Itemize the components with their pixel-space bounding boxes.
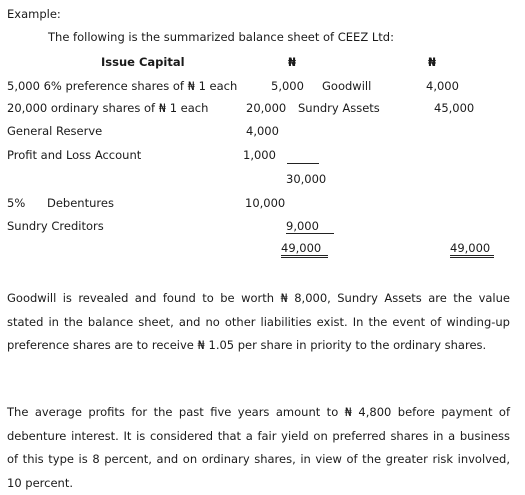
debentures-amount: 10,000	[245, 196, 286, 210]
preference-shares-label: 5,000 6% preference shares of ₦ 1 each	[7, 79, 238, 93]
intro-text: The following is the summarized balance sheet of CEEZ Ltd:	[48, 30, 394, 44]
subtotal-amount: 30,000	[286, 172, 327, 186]
goodwill-amount: 4,000	[426, 79, 459, 93]
naira-header-right: ₦	[428, 55, 437, 69]
profit-loss-amount: 1,000	[243, 148, 276, 162]
paragraph-profits: The average profits for the past five years amount to ₦ 4,800 before payment of debenture interest. It is considered that a fair yield on preferred shares in a business of this type is 8 percent, and on ordinary shares, in view of the greater risk involved, 10 percent.	[7, 405, 510, 490]
goodwill-label: Goodwill	[322, 79, 372, 93]
ordinary-shares-amount: 20,000	[246, 101, 287, 115]
example-heading: Example:	[7, 7, 61, 21]
debentures-percent: 5%	[7, 196, 26, 210]
sundry-assets-label: Sundry Assets	[298, 101, 380, 115]
sundry-creditors-label: Sundry Creditors	[7, 219, 104, 233]
ordinary-shares-label: 20,000 ordinary shares of ₦ 1 each	[7, 101, 209, 115]
general-reserve-amount: 4,000	[246, 124, 279, 138]
total-assets: 49,000	[450, 241, 494, 258]
sundry-assets-amount: 45,000	[434, 101, 475, 115]
preference-shares-amount: 5,000	[271, 79, 304, 93]
sundry-creditors-amount: 9,000	[286, 219, 334, 234]
general-reserve-label: General Reserve	[7, 124, 103, 138]
subtotal-rule	[287, 163, 319, 164]
naira-header-left: ₦	[288, 55, 297, 69]
total-liabilities: 49,000	[281, 241, 328, 258]
issue-capital-header: Issue Capital	[101, 55, 185, 69]
debentures-label: Debentures	[47, 196, 114, 210]
profit-loss-label: Profit and Loss Account	[7, 148, 142, 162]
paragraph-goodwill: Goodwill is revealed and found to be worth ₦ 8,000, Sundry Assets are the value stated in the balance sheet, and no other liabilities exist. In the event of winding-up preference shares are to receive ₦ 1.05 per share in priority to the ordinary shares.	[7, 291, 510, 352]
